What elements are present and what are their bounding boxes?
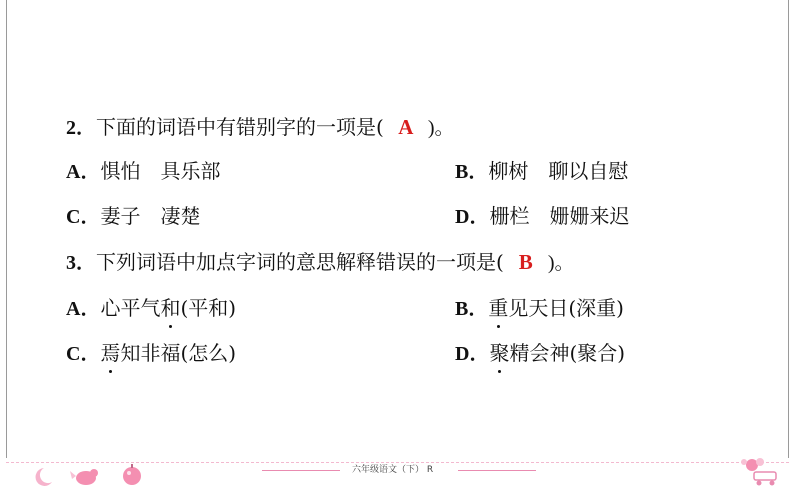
apple-icon: [123, 464, 141, 485]
bird-icon: [70, 469, 98, 485]
option-letter: B: [455, 298, 469, 320]
option-3c: C．焉知非福(怎么): [66, 341, 237, 365]
option-2b: B．柳树 聊以自慰: [455, 159, 629, 183]
question-text: 下列词语中加点字词的意思解释错误的一项是(: [96, 250, 504, 274]
option-text: 妻子 凄楚: [100, 204, 201, 228]
option-3b: B．重见天日(深重): [455, 296, 624, 320]
option-text: 惧怕 具乐部: [100, 159, 221, 183]
answer-mark: A: [398, 115, 414, 139]
emphasis-dot-char: 和: [160, 296, 181, 320]
option-text: 柳树 聊以自慰: [488, 159, 629, 183]
question-number: 3: [66, 252, 76, 274]
page-right-border: [788, 0, 789, 458]
option-letter: B: [455, 161, 469, 183]
moon-icon: [36, 468, 52, 486]
option-letter: A: [66, 161, 81, 183]
option-2a: A．惧怕 具乐部: [66, 159, 221, 183]
option-3d: D．聚精会神(聚合): [455, 341, 626, 365]
option-2d: D．栅栏 姗姗来迟: [455, 204, 630, 228]
option-letter: D: [455, 343, 470, 365]
option-letter: A: [66, 298, 81, 320]
emphasis-dot-char: 焉: [100, 341, 121, 365]
answer-mark: B: [518, 250, 533, 274]
footer-rule-right: [458, 470, 536, 471]
page-left-border: [6, 0, 7, 458]
footer-label: 六年级语文（下） R: [352, 465, 434, 475]
option-text: 栅栏 姗姗来迟: [489, 204, 630, 228]
question-text: 下面的词语中有错别字的一项是(: [96, 115, 384, 139]
emphasis-dot-char: 重: [488, 296, 509, 320]
question-2-stem: 2．下面的词语中有错别字的一项是( A )。: [66, 115, 455, 139]
option-3a: A．心平气和(平和): [66, 296, 237, 320]
option-letter: D: [455, 206, 470, 228]
flower-icon: [741, 458, 764, 471]
question-number: 2: [66, 117, 76, 139]
footer-rule-left: [262, 470, 340, 471]
option-letter: C: [66, 343, 81, 365]
option-2c: C．妻子 凄楚: [66, 204, 201, 228]
footer-decoration-right: [730, 452, 788, 492]
cart-icon: [754, 472, 776, 486]
question-3-stem: 3．下列词语中加点字词的意思解释错误的一项是( B )。: [66, 250, 575, 274]
footer-decoration-left: [14, 458, 154, 493]
emphasis-dot-char: 聚: [489, 341, 510, 365]
option-letter: C: [66, 206, 81, 228]
